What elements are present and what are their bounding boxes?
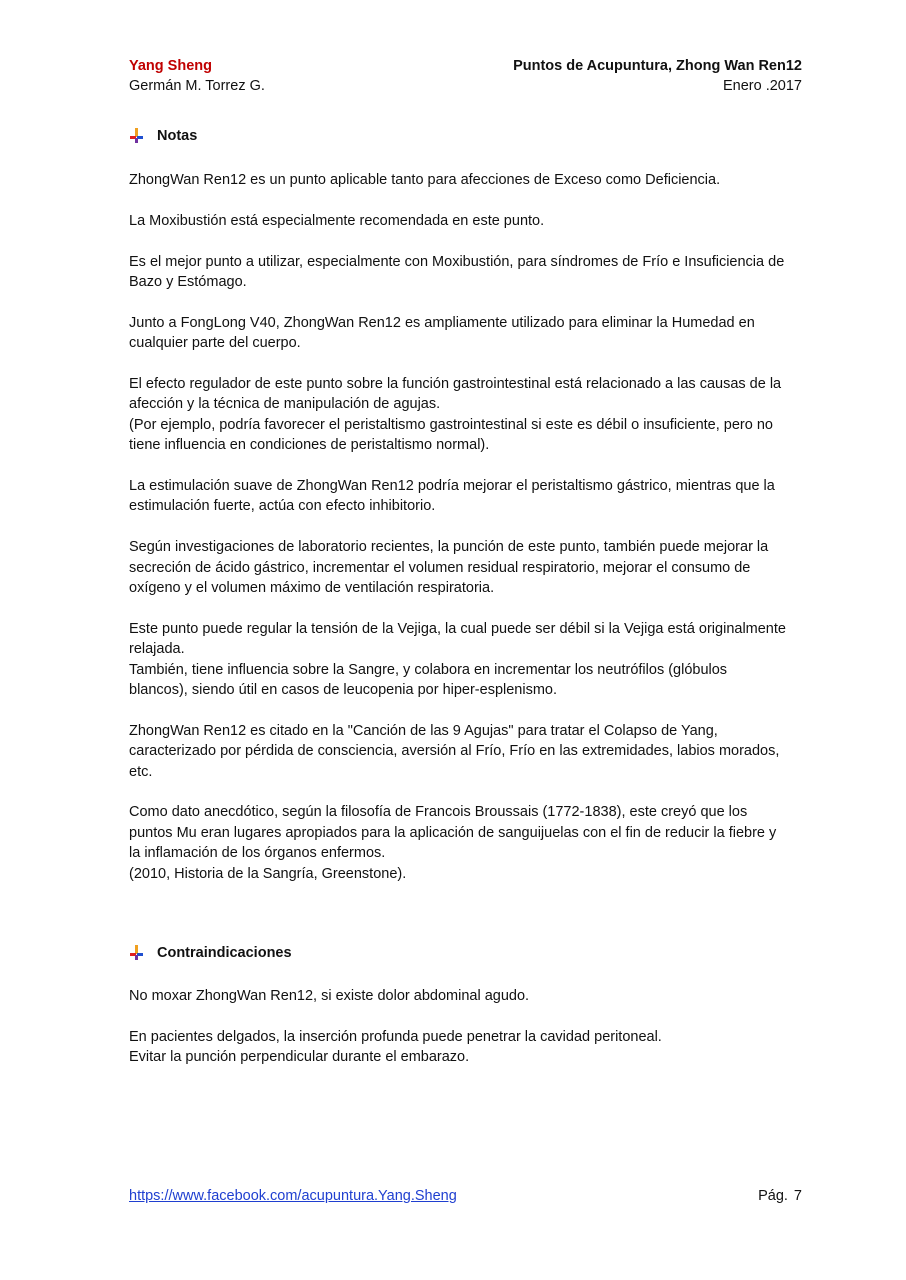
paragraph: Evitar la punción perpendicular durante el embarazo.	[129, 1049, 470, 1066]
paragraph: Es el mejor punto a utilizar, especialmente con Moxibustión, para síndromes de Frío e Insuficiencia de Bazo y Estómago.	[129, 253, 785, 290]
document-date: Enero .2017	[722, 78, 802, 94]
paragraph: No moxar ZhongWan Ren12, si existe dolor abdominal agudo.	[129, 988, 530, 1004]
paragraph: En pacientes delgados, la inserción profunda puede penetrar la cavidad peritoneal.	[129, 1028, 662, 1045]
paragraph: ZhongWan Ren12 es un punto aplicable tanto para afecciones de Exceso como Deficiencia.	[129, 172, 721, 188]
page-footer	[129, 1186, 802, 1206]
page-header	[129, 56, 802, 96]
bullet-icon	[129, 128, 145, 144]
paragraph: También, tiene influencia sobre la Sangre, y colabora en incrementar los neutrófilos (glóbulos blancos), siendo útil en casos de leucopenia por hiper-esplenismo.	[129, 661, 728, 699]
section-heading-contraindicaciones	[129, 945, 292, 961]
paragraph: La estimulación suave de ZhongWan Ren12 podría mejorar el peristaltismo gástrico, mientras que la estimulación fuerte, actúa con efecto inhibitorio.	[129, 478, 775, 515]
notas-body	[129, 170, 789, 904]
document-title: Puntos de Acupuntura, Zhong Wan Ren12	[513, 58, 802, 74]
paragraph: (Por ejemplo, podría favorecer el peristaltismo gastrointestinal si este es débil o insuficiente, pero no tiene influencia en condiciones de peristaltismo normal).	[129, 416, 773, 454]
section-heading-notas	[129, 128, 197, 144]
section-title: Notas	[157, 128, 198, 144]
paragraph: La Moxibustión está especialmente recomendada en este punto.	[129, 212, 545, 229]
citation: (2010, Historia de la Sangría, Greenstone).	[129, 865, 407, 882]
author-name: Germán M. Torrez G.	[129, 78, 265, 94]
section-title: Contraindicaciones	[157, 945, 292, 961]
paragraph: Según investigaciones de laboratorio recientes, la punción de este punto, también puede mejorar la secreción de ácido gástrico, incrementar el volumen residual respiratorio, mejorar el consumo de oxígeno y el volumen máximo de ventilación respiratoria.	[129, 539, 769, 597]
paragraph: Este punto puede regular la tensión de la Vejiga, la cual puede ser débil si la Vejiga está originalmente relajada.	[129, 620, 786, 658]
contraindicaciones-body	[129, 986, 789, 1068]
brand-name: Yang Sheng	[129, 58, 212, 74]
bullet-icon	[129, 945, 145, 961]
page-number-value: 7	[793, 1188, 802, 1204]
page-label: Pág.	[758, 1188, 788, 1204]
page-number	[758, 1186, 802, 1206]
paragraph: Como dato anecdótico, según la filosofía de Francois Broussais (1772-1838), este creyó que los puntos Mu eran lugares apropiados para la aplicación de sanguijuelas con el fin de reducir la fiebre y la inflamación de los órganos enfermos.	[129, 804, 777, 862]
paragraph: ZhongWan Ren12 es citado en la "Canción de las 9 Agujas" para tratar el Colapso de Yang, caracterizado por pérdida de consciencia, aversión al Frío, Frío en las extremidades, labios morados, etc.	[129, 722, 780, 780]
facebook-link[interactable]: https://www.facebook.com/acupuntura.Yang.Sheng	[129, 1188, 457, 1204]
paragraph: El efecto regulador de este punto sobre la función gastrointestinal está relacionado a las causas de la afección y la técnica de manipulación de agujas.	[129, 376, 782, 413]
paragraph: Junto a FongLong V40, ZhongWan Ren12 es ampliamente utilizado para eliminar la Humedad en cualquier parte del cuerpo.	[129, 314, 755, 352]
